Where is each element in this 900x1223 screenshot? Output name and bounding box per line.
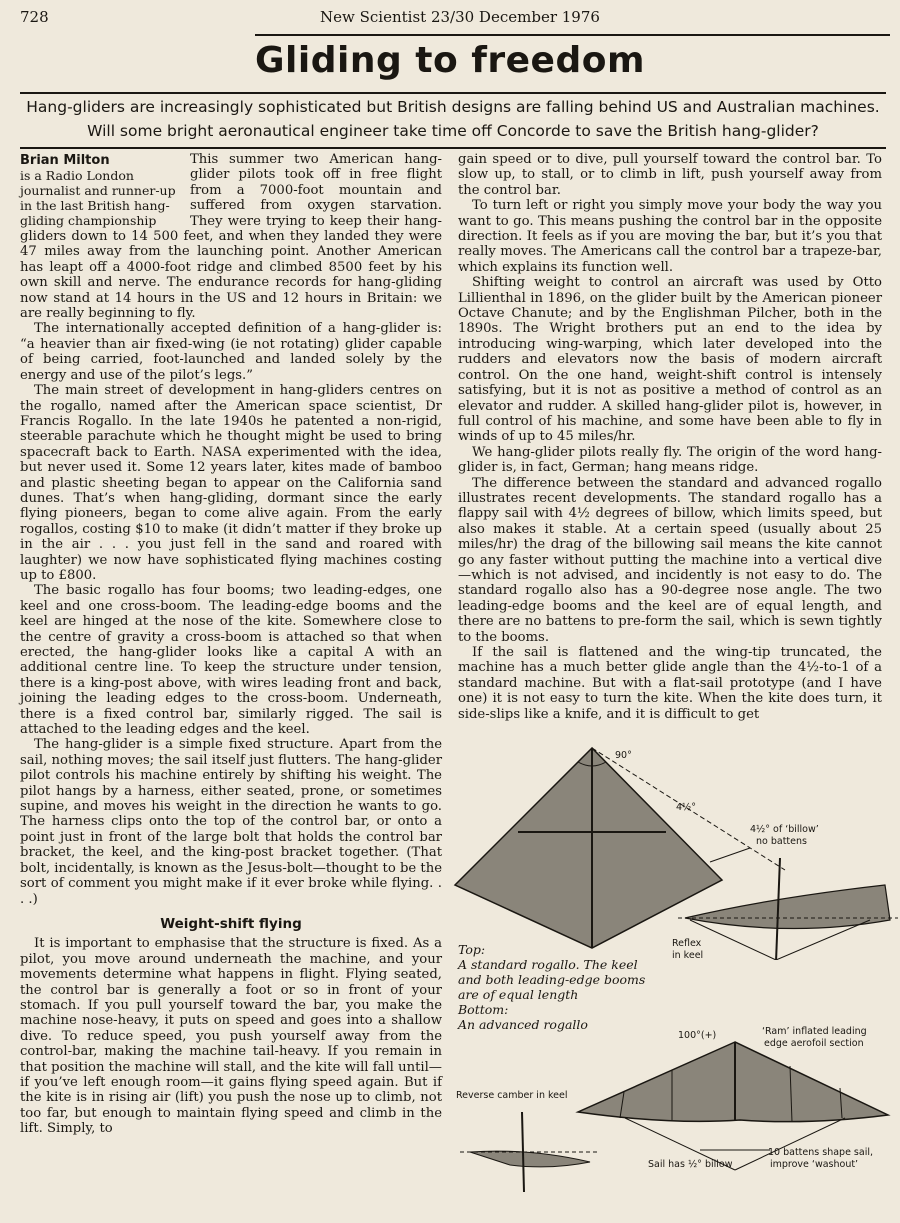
- paragraph: We hang-glider pilots really fly. The origin of the word hang-glider is, in fact, German; hang means ridge.: [458, 444, 882, 476]
- author-bio: is a Radio London journalist and runner-up in the last British hang-gliding championship: [20, 168, 176, 228]
- paragraph: The difference between the standard and advanced rogallo illustrates recent developments. The standard rogallo has a flappy sail with 4½ degrees of billow, which limits speed, but also makes it stable. At a certain speed (usually about 25 miles/hr) the drag of the billowing sail means the kite cannot go any faster without putting the machine into a vertical dive—which is not advised, and incidently is not easy to do. The standard rogallo also has a 90-degree nose angle. The two leading-edge booms and the keel are of equal length, and there are no battens to pre-form the sail, which is sewn tightly to the booms.: [458, 475, 882, 645]
- billow-note-1: 4½° of ‘billow’: [750, 824, 819, 835]
- reflex-label-1: Reflex: [672, 938, 702, 949]
- paragraph: It is important to emphasise that the structure is fixed. As a pilot, you move around underneath the machine, and your movements determine what happens in flight. Flying seated, the control bar is generally a foot or so in front of your stomach. If you pull yourself toward the bar, you make the machine nose-heavy, it puts on speed and goes into a shallow dive. To reduce speed, you push yourself away from the control-bar, making the machine tail-heavy. If you remain in that position the machine will stall, and the kite will fall until—if you’ve left enough room—it gains flying speed again. But if the kite is in rising air (lift) you push the nose up to climb, not too far, but enough to maintain flying speed and climb in the lift. Simply, to: [20, 936, 442, 1137]
- figure-caption: [458, 942, 648, 1032]
- billow-pointer: [710, 848, 750, 862]
- battens-label-2: improve ‘washout’: [770, 1159, 859, 1170]
- paragraph: The internationally accepted definition of a hang-glider is: “a heavier than air fixed-wing (ie not rotating) glider capable of being carried, foot-launched and landed solely by the energy and use of the pilot’s legs.”: [20, 321, 442, 383]
- byline: [20, 152, 180, 228]
- advanced-rogallo-figure: [450, 1020, 900, 1220]
- masthead: New Scientist 23/30 December 1976: [320, 8, 600, 26]
- paragraph: The main street of development in hang-gliders centres on the rogallo, named after the American space scientist, Dr Francis Rogallo. In the late 1940s he patented a non-rigid, steerable parachute which he thought might be used to bring spacecraft back to Earth. NASA experimented with the idea, but never used it. Some 12 years later, kites made of bamboo and plastic sheeting began to appear on the California sand dunes. That’s when hang-gliding, dormant since the early flying pioneers, began to come alive again. From the early rogallos, costing $10 to make (it didn’t matter if they broke up in the air . . . you just fell in the sand and roared with laughter) we now have sophisticated flying machines costing up to £800.: [20, 383, 442, 583]
- ram-label-1: ‘Ram’ inflated leading: [762, 1026, 867, 1037]
- article-title: Gliding to freedom: [254, 40, 645, 81]
- reflex-label-2: in keel: [672, 950, 704, 960]
- advanced-nose-angle-label: 100°(+): [678, 1030, 717, 1041]
- standfirst: Hang-gliders are increasingly sophisticated but British designs are falling behind US and Australian machines. Will some bright aeronautical engineer take time off Concorde to save the British hang-glider?: [20, 92, 886, 149]
- page-number: 728: [20, 8, 49, 26]
- author-name: Brian Milton: [20, 153, 110, 168]
- paragraph: gain speed or to dive, pull yourself toward the control bar. To slow up, to stall, or to climb in lift, push yourself away from the control bar.: [458, 152, 882, 198]
- side-profile-sail: [685, 885, 890, 929]
- left-column: [20, 152, 442, 1137]
- billow-note-2: no battens: [756, 836, 807, 847]
- right-column: [458, 152, 882, 722]
- paragraph: The basic rogallo has four booms; two leading-edges, one keel and one cross-boom. The leading-edge booms and the keel are hinged at the nose of the kite. Somewhere close to the centre of gravity a cross-boom is attached so that when erected, the hang-glider looks like a capital A with an additional centre line. To keep the structure under tension, there is a king-post above, with wires leading front and back, joining the leading edges to the cross-boom. Underneath, there is a fixed control bar, similarly rigged. The sail is attached to the leading edges and the keel.: [20, 583, 442, 738]
- subheading: Weight-shift flying: [160, 915, 302, 932]
- billow-angle-label: 4½°: [676, 802, 697, 813]
- header-rule: [255, 34, 890, 36]
- paragraph: If the sail is flattened and the wing-tip truncated, the machine has a much better glide angle than the 4½-to-1 of a standard machine. But with a flat-sail prototype (and I have one) it is not easy to turn the kite. When the kite does turn, it side-slips like a knife, and it is difficult to get: [458, 645, 882, 722]
- ram-label-2: edge aerofoil section: [764, 1038, 864, 1049]
- sail-billow-label: Sail has ½° billow: [648, 1159, 733, 1170]
- paragraph: To turn left or right you simply move your body the way you want to go. This means pushing the control bar in the opposite direction. It feels as if you are moving the bar, but it’s you that really moves. The Americans call the control bar a trapeze-bar, which explains its function well.: [458, 198, 882, 275]
- nose-angle-label: 90°: [615, 750, 632, 761]
- caption-bottom-text: An advanced rogallo: [458, 1017, 588, 1032]
- page-header: [0, 0, 900, 36]
- paragraph: This summer two American hang-glider pilots took off in free flight from a 7000-foot mountain and suffered from oxygen starvation. They were trying to keep their hang-gliders down to 14 500 feet, and when they landed they were 47 miles away from the launching point. Another American has leapt off a 4000-foot ridge and climbed 8500 feet by his own skill and nerve. The endurance records for hang-gliding now stand at 14 hours in the US and 12 hours in Britain: we are really beginning to fly.: [20, 152, 442, 322]
- paragraph: Shifting weight to control an aircraft was used by Otto Lillienthal in 1896, on the glider built by the American pioneer Octave Chanute; and by the Englishman Pilcher, both in the 1890s. The Wright brothers put an end to the idea by introducing wing-warping, which later developed into the rudders and elevators now the basis of modern aircraft control. On the one hand, weight-shift control is intensely satisfying, but it is not as positive a method of control as an elevator and rudder. A skilled hang-glider pilot is, however, in full control of his machine, and some have been able to fly in winds of up to 45 miles/hr.: [458, 275, 882, 445]
- caption-top-label: Top:: [458, 942, 486, 957]
- caption-bottom-label: Bottom:: [458, 1002, 509, 1017]
- standard-rogallo-figure: [450, 740, 900, 960]
- reverse-camber-keel: [470, 1151, 590, 1167]
- battens-label-1: 10 battens shape sail,: [768, 1147, 874, 1158]
- caption-top-text: A standard rogallo. The keel and both leading-edge booms are of equal length: [458, 957, 646, 1002]
- paragraph: The hang-glider is a simple fixed structure. Apart from the sail, nothing moves; the sail itself just flutters. The hang-glider pilot controls his machine entirely by shifting his weight. The pilot hangs by a harness, either seated, prone, or sometimes supine, and moves his weight in the direction he wants to go. The harness clips onto the top of the control bar, or onto a point just in front of the large bolt that holds the control bar bracket, the keel, and the king-post bracket together. (That bolt, incidentally, is known as the Jesus-bolt—thought to be the sort of comment you might make if it ever broke while flying. . . .): [20, 737, 442, 907]
- reverse-camber-label: Reverse camber in keel: [456, 1090, 568, 1101]
